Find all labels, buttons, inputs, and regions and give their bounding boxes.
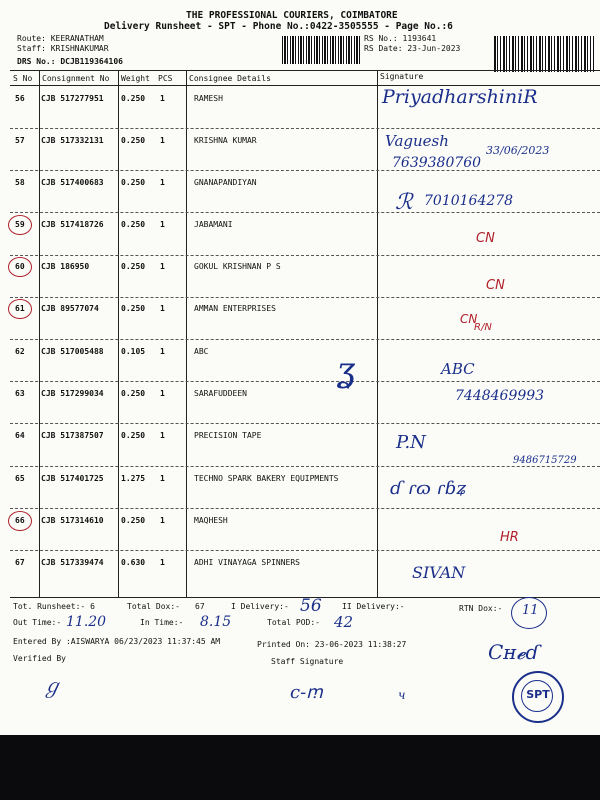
route-label: Route: KEERANATHAM: [17, 34, 104, 43]
out-time-value: 11.20: [66, 614, 107, 630]
signature-row-62: ABC: [441, 360, 475, 378]
signature-row-63: 7448469993: [455, 388, 545, 404]
mark-row-61b: R/N: [474, 322, 492, 333]
total-pod-value: 42: [334, 613, 354, 631]
total-dox-value: 67: [195, 602, 205, 611]
col-header-weight: Weight: [121, 74, 150, 83]
mark-row-59: CN: [476, 231, 495, 246]
spt-stamp: [512, 671, 564, 723]
ii-delivery-label: II Delivery:-: [342, 602, 405, 611]
row-separator: [10, 339, 600, 340]
table-top-border: [10, 70, 600, 71]
col-divider: [118, 70, 119, 598]
staff-signature: c-ꭑ: [290, 682, 323, 703]
drs-number: DRS No.: DCJB119364106: [17, 57, 123, 66]
total-pod-label: Total POD:-: [267, 618, 320, 627]
entered-by: Entered By :AISWARYA 06/23/2023 11:37:45 AM: [13, 637, 221, 646]
barcode-image: [282, 36, 360, 64]
spt-stamp-text: SPT: [526, 688, 550, 701]
rtn-dox-label: RTN Dox:-: [459, 604, 503, 613]
signature-row-57-phone: 7639380760: [392, 155, 482, 171]
signature-row-67: SIVAN: [412, 563, 466, 582]
verified-by-label: Verified By: [13, 654, 66, 663]
red-circle-mark: [8, 299, 32, 319]
i-delivery-value: 56: [300, 596, 322, 616]
signature-row-58-mark: ℛ: [395, 190, 413, 215]
printed-on: Printed On: 23-06-2023 11:38:27: [257, 640, 407, 649]
mark-row-66: HR: [500, 530, 519, 545]
col-divider: [377, 70, 378, 598]
row-separator: [10, 128, 600, 129]
col-divider: [39, 70, 40, 598]
runsheet-subtitle: Delivery Runsheet - SPT - Phone No.:0422-3505555 - Page No.:6: [104, 21, 453, 32]
col-header-sno: S No: [13, 74, 33, 83]
rs-number: RS No.: 1193641: [364, 34, 437, 43]
mark-row-61: CN: [460, 312, 478, 326]
col-divider: [186, 70, 187, 598]
total-runsheet: Tot. Runsheet:- 6: [13, 602, 95, 611]
row-separator: [10, 508, 600, 509]
signature-row-58: 7010164278: [424, 193, 514, 209]
company-title: THE PROFESSIONAL COURIERS, COIMBATORE: [186, 10, 398, 21]
row-separator: [10, 297, 600, 298]
signature-row-64-phone: 9486715729: [513, 455, 577, 466]
row-separator: [10, 550, 600, 551]
mark-row-60: CN: [486, 278, 505, 293]
staff-signature-mark: ч: [398, 688, 406, 702]
row-separator: [10, 170, 600, 171]
col-header-consignee: Consignee Details: [189, 74, 271, 83]
in-time-label: In Time:-: [140, 618, 184, 627]
signature-row-64: P.N: [396, 432, 426, 453]
row-separator: [10, 466, 600, 467]
verifier-signature: ℊ: [42, 674, 62, 698]
col-header-consignment: Consignment No: [42, 74, 110, 83]
red-circle-mark: [8, 257, 32, 277]
signature-row-56: PriyadharshiniR: [382, 86, 538, 108]
rs-date: RS Date: 23-Jun-2023: [364, 44, 461, 53]
total-dox-label: Total Dox:-: [127, 602, 180, 611]
row-separator: [10, 423, 600, 424]
col-header-pcs: PCS: [158, 74, 173, 83]
signature-row-57: Vaguesh: [385, 132, 449, 150]
signature-row-65-mark: ɗ ɾɷ ɾɓʑ: [390, 478, 467, 499]
red-circle-mark: [8, 215, 32, 235]
in-time-value: 8.15: [200, 614, 232, 630]
manager-signature: Cʜ𝓮ɗ: [488, 640, 540, 664]
row-separator: [10, 255, 600, 256]
staff-signature-label: Staff Signature: [271, 657, 344, 666]
rtn-dox-value: 11: [522, 603, 539, 618]
staff-label: Staff: KRISHNAKUMAR: [17, 44, 109, 53]
scan-background: [0, 735, 600, 800]
out-time-label: Out Time:-: [13, 618, 62, 627]
barcode-image-2: [494, 36, 594, 72]
red-circle-mark: [8, 511, 32, 531]
runsheet-page: THE PROFESSIONAL COURIERS, COIMBATORE Delivery Runsheet - SPT - Phone No.:0422-3505555 - Page No.:6 Route: KEERANATHAM Staff: KRISHNAKUMAR DRS No.: DCJB119364106 RS No.: 1193641 RS Date: 23-Jun-2023 S No Consignment No Weight PCS Consignee Details Signature 56 CJB 517277951 0.250 1 RAMESH 57 CJB 517332131 0.250 1 KRISHNA KUMAR 58 CJB 517400683 0.250 1 GNANAPANDIYAN 59 CJB 517418726 0.250 1 JABAMANI 60 CJB 186950 0.250 1 GOKUL KRISHNAN P S 61 CJB 89577074 0.250 1 AMMAN ENTERPRISES 62 CJB 517005488 0.105 1 ABC 63 CJB 517299034 0.250 1 SARAFUDDEEN 64 CJB 517387507 0.250 1 PRECISION TAPE 65 CJB 517401725 1.275 1 TECHNO SPARK BAKERY EQUIPMENTS 66 CJB 517314610 0.250 1 MAQHESH 67 CJB 517339474 0.630 1 ADHI VINAYAGA SPINNERS PriyadharshiniR Vaguesh 33/06/2023 7639380760 ℛ 7010164278 CN CN CN R/N ʓ ABC 7448469993 P.N 9486715729 ɗ ɾɷ ɾɓʑ HR SIVAN Tot. Runsheet:- 6 Total Dox:- 67 I Delivery:- 56 II Delivery:- RTN Dox:- 11 Out Time:- 11.20 In Time:- 8.15 Total POD:- 42 Entered By :AISWARYA 06/23/2023 11:37:45 AM Printed On: 23-06-2023 11:38:27 Verified By Staff Signature ℊ c-ꭑ ч Cʜ𝓮ɗ SPT: [0, 0, 600, 735]
signature-row-57-date: 33/06/2023: [486, 144, 550, 157]
row-separator: [10, 212, 600, 213]
i-delivery-label: I Delivery:-: [231, 602, 289, 611]
col-header-signature: Signature: [380, 72, 424, 81]
row-separator: [10, 381, 600, 382]
signature-row-62-scribble: ʓ: [336, 350, 356, 390]
